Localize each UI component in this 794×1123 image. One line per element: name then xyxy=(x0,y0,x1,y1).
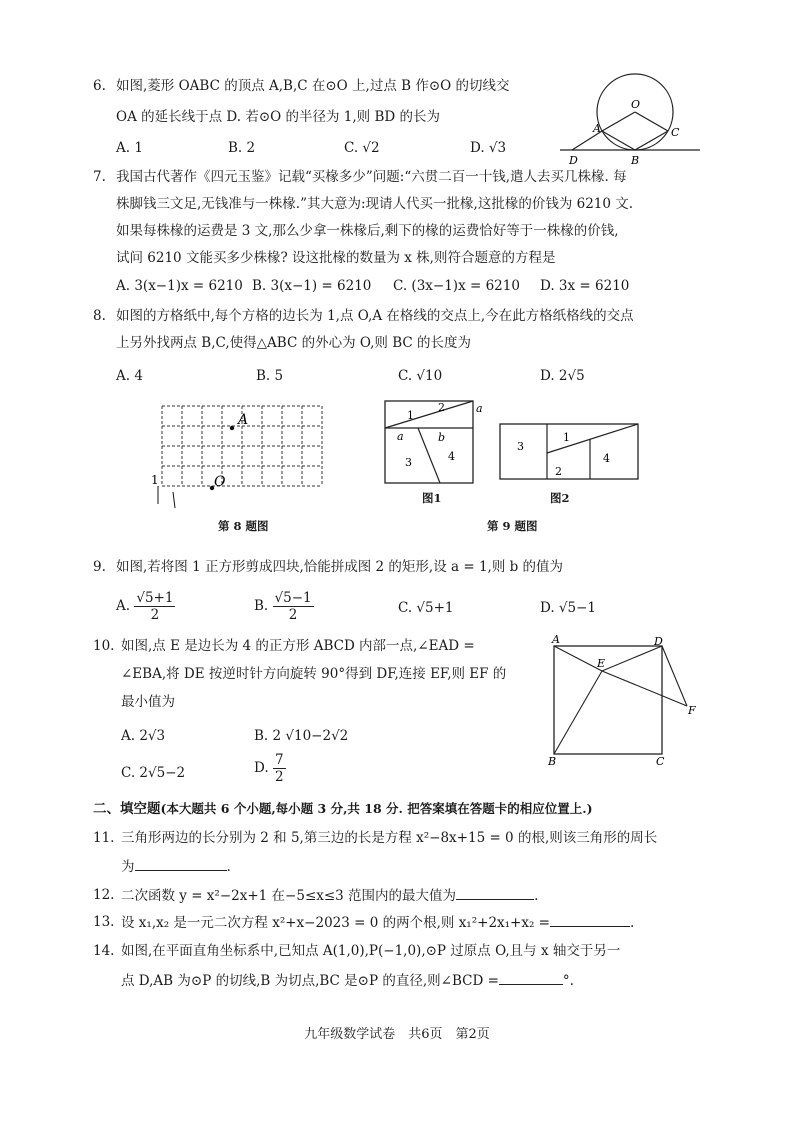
q10-text-line1: 如图,点 E 是边长为 4 的正方形 ABCD 内部一点,∠EAD = xyxy=(121,638,475,654)
q11-text-line2 xyxy=(121,856,231,877)
q12-question: 二次函数 y = x²−2x+1 在−5≤x≤3 范围内的最大值为 xyxy=(121,888,457,904)
q9-option-b xyxy=(254,590,314,623)
q14-text-line2 xyxy=(121,970,574,991)
q10-option-d-letter: D. xyxy=(254,760,269,776)
q6-label-o: O xyxy=(631,98,641,111)
q10-label-c: C xyxy=(656,755,665,768)
q10-label-f: F xyxy=(688,704,696,717)
q13-question: 设 x₁,x₂ 是一元二次方程 x²+x−2023 = 0 的两个根,则 x₁²+2x₁+x₂ = xyxy=(121,915,550,931)
q9-fig1-piece-3: 3 xyxy=(405,456,412,469)
q9-fig1-piece-2: 2 xyxy=(438,401,445,414)
q8-grid-figure xyxy=(150,400,330,510)
q9-fig2-piece-3: 3 xyxy=(517,440,524,453)
q9-option-b-numerator: √5−1 xyxy=(274,590,312,606)
q9-option-c: C. √5+1 xyxy=(398,600,454,616)
q9-figure-2 xyxy=(495,418,645,488)
q6-label-b: B xyxy=(631,154,640,167)
q8-text-line2: 上另外找两点 B,C,使得△ABC 的外心为 O,则 BC 的长度为 xyxy=(116,335,472,351)
q10-label-a: A xyxy=(552,633,560,646)
q9-option-a-fraction xyxy=(134,590,175,623)
q7-num: 7. xyxy=(93,169,106,185)
q14-line2: 点 D,AB 为⊙P 的切线,B 为切点,BC 是⊙P 的直径,则∠BCD = xyxy=(121,973,499,989)
section2-description: (本大题共 6 个小题,每小题 3 分,共 18 分. 把答案填在答题卡的相应位置上.) xyxy=(160,801,593,816)
q6-label-d: D xyxy=(569,154,578,167)
q9-option-b-denominator: 2 xyxy=(288,607,298,623)
q14-text-line1: 如图,在平面直角坐标系中,已知点 A(1,0),P(−1,0),⊙P 过原点 O,且与 x 轴交于另一 xyxy=(121,943,621,959)
q6-option-d: D. √3 xyxy=(470,140,507,156)
q9-caption: 第 9 题图 xyxy=(487,519,538,533)
q9-fig1-label-a: a xyxy=(397,430,404,443)
q7-option-d: D. 3x = 6210 xyxy=(540,278,630,294)
q7-option-a: A. 3(x−1)x = 6210 xyxy=(116,278,243,294)
q10-label-d: D xyxy=(654,635,663,648)
q9-fig1-piece-4: 4 xyxy=(448,450,455,463)
q9-option-a-numerator: √5+1 xyxy=(136,590,174,606)
q12-post: . xyxy=(534,888,539,904)
q9-fig1-label-a-right: a xyxy=(476,402,483,415)
q10-num: 10. xyxy=(93,638,115,654)
q6-option-a: A. 1 xyxy=(116,140,143,156)
q9-fig2-piece-1: 1 xyxy=(563,431,570,444)
q8-label-unit: 1 xyxy=(151,473,159,487)
q11-line2-pre: 为 xyxy=(121,859,135,875)
q6-option-c: C. √2 xyxy=(344,140,380,156)
q7-text-line1: 我国古代著作《四元玉鉴》记载“买椽多少”问题:“六贯二百一十钱,遣人去买几株椽. 每 xyxy=(116,169,627,185)
q7-option-c: C. (3x−1)x = 6210 xyxy=(393,278,520,294)
q9-option-a xyxy=(116,590,175,623)
q9-num: 9. xyxy=(93,559,106,575)
q13-answer-blank xyxy=(550,912,630,927)
q9-fig2-caption: 图2 xyxy=(550,491,570,505)
q8-num: 8. xyxy=(93,308,106,324)
q14-num: 14. xyxy=(93,943,115,959)
q10-option-d-numerator: 7 xyxy=(274,752,284,768)
q7-text-line2: 株脚钱三文足,无钱准与一株椽.”其大意为:现请人代买一批椽,这批椽的价钱为 6210 文. xyxy=(116,196,634,212)
q10-text-line2: ∠EBA,将 DE 按逆时针方向旋转 90°得到 DF,连接 EF,则 EF 的 xyxy=(121,666,507,682)
q6-text-line1: 如图,菱形 OABC 的顶点 A,B,C 在⊙O 上,过点 B 作⊙O 的切线交 xyxy=(116,78,510,94)
q10-option-d xyxy=(254,752,286,785)
q6-label-c: C xyxy=(671,126,680,139)
q14-post: °. xyxy=(562,973,574,989)
q8-label-o: O xyxy=(214,474,226,490)
q9-text-line1: 如图,若将图 1 正方形剪成四块,恰能拼成图 2 的矩形,设 a = 1,则 b 的值为 xyxy=(116,559,564,575)
q10-label-b: B xyxy=(548,755,557,768)
section2-title: 二、填空题 xyxy=(93,801,161,817)
q9-option-d: D. √5−1 xyxy=(540,600,597,616)
q10-figure xyxy=(540,632,710,772)
q8-option-a: A. 4 xyxy=(116,368,143,384)
q7-text-line3: 如果每株椽的运费是 3 文,那么少拿一株椽后,剩下的椽的运费恰好等于一株椽的价钱, xyxy=(116,223,619,239)
q9-option-a-denominator: 2 xyxy=(150,607,160,623)
q13-num: 13. xyxy=(93,914,115,930)
q8-option-b: B. 5 xyxy=(256,368,284,384)
q9-fig1-label-b: b xyxy=(438,431,446,444)
q11-answer-blank xyxy=(135,856,227,871)
q9-fig2-piece-4: 4 xyxy=(603,452,610,465)
q13-post: . xyxy=(630,915,635,931)
q8-label-a: A xyxy=(238,412,249,428)
q9-fig2-piece-2: 2 xyxy=(555,465,562,478)
q10-option-c: C. 2√5−2 xyxy=(121,765,186,781)
q10-label-e: E xyxy=(597,657,606,670)
q12-text xyxy=(121,885,538,906)
q8-option-d: D. 2√5 xyxy=(540,368,585,384)
section2-heading xyxy=(93,799,593,819)
q10-text-line3: 最小值为 xyxy=(121,694,175,710)
q10-option-d-fraction xyxy=(273,752,286,785)
q9-option-b-letter: B. xyxy=(254,598,269,614)
page-footer: 九年级数学试卷 共6页 第2页 xyxy=(304,1027,490,1042)
q8-text-line1: 如图的方格纸中,每个方格的边长为 1,点 O,A 在格线的交点上,今在此方格纸格线的交点 xyxy=(116,308,634,324)
q10-option-a: A. 2√3 xyxy=(121,728,166,744)
q10-option-d-denominator: 2 xyxy=(274,769,284,785)
q11-text-line1: 三角形两边的长分别为 2 和 5,第三边的长是方程 x²−8x+15 = 0 的根,则该三角形的周长 xyxy=(121,830,658,846)
q6-num: 6. xyxy=(93,78,106,94)
q8-option-c: C. √10 xyxy=(398,368,443,384)
q12-num: 12. xyxy=(93,887,115,903)
q7-text-line4: 试问 6210 文能买多少株椽? 设这批椽的数量为 x 株,则符合题意的方程是 xyxy=(116,250,556,266)
q9-fig1-piece-1: 1 xyxy=(407,409,414,422)
q6-figure xyxy=(560,72,700,168)
q14-answer-blank xyxy=(499,970,563,985)
q11-line2-post: . xyxy=(226,859,231,875)
q7-option-b: B. 3(x−1) = 6210 xyxy=(252,278,372,294)
q13-text xyxy=(121,912,634,933)
q6-text-line2: OA 的延长线于点 D. 若⊙O 的半径为 1,则 BD 的长为 xyxy=(116,109,440,125)
q12-answer-blank xyxy=(456,885,534,900)
q8-caption: 第 8 题图 xyxy=(218,519,269,533)
q9-fig1-caption: 图1 xyxy=(422,491,442,505)
q6-label-a: A xyxy=(593,122,601,135)
q9-option-b-fraction xyxy=(273,590,314,623)
q9-option-a-letter: A. xyxy=(116,598,131,614)
q11-num: 11. xyxy=(93,830,115,846)
q10-option-b: B. 2 √10−2√2 xyxy=(254,728,349,744)
q6-option-b: B. 2 xyxy=(228,140,256,156)
